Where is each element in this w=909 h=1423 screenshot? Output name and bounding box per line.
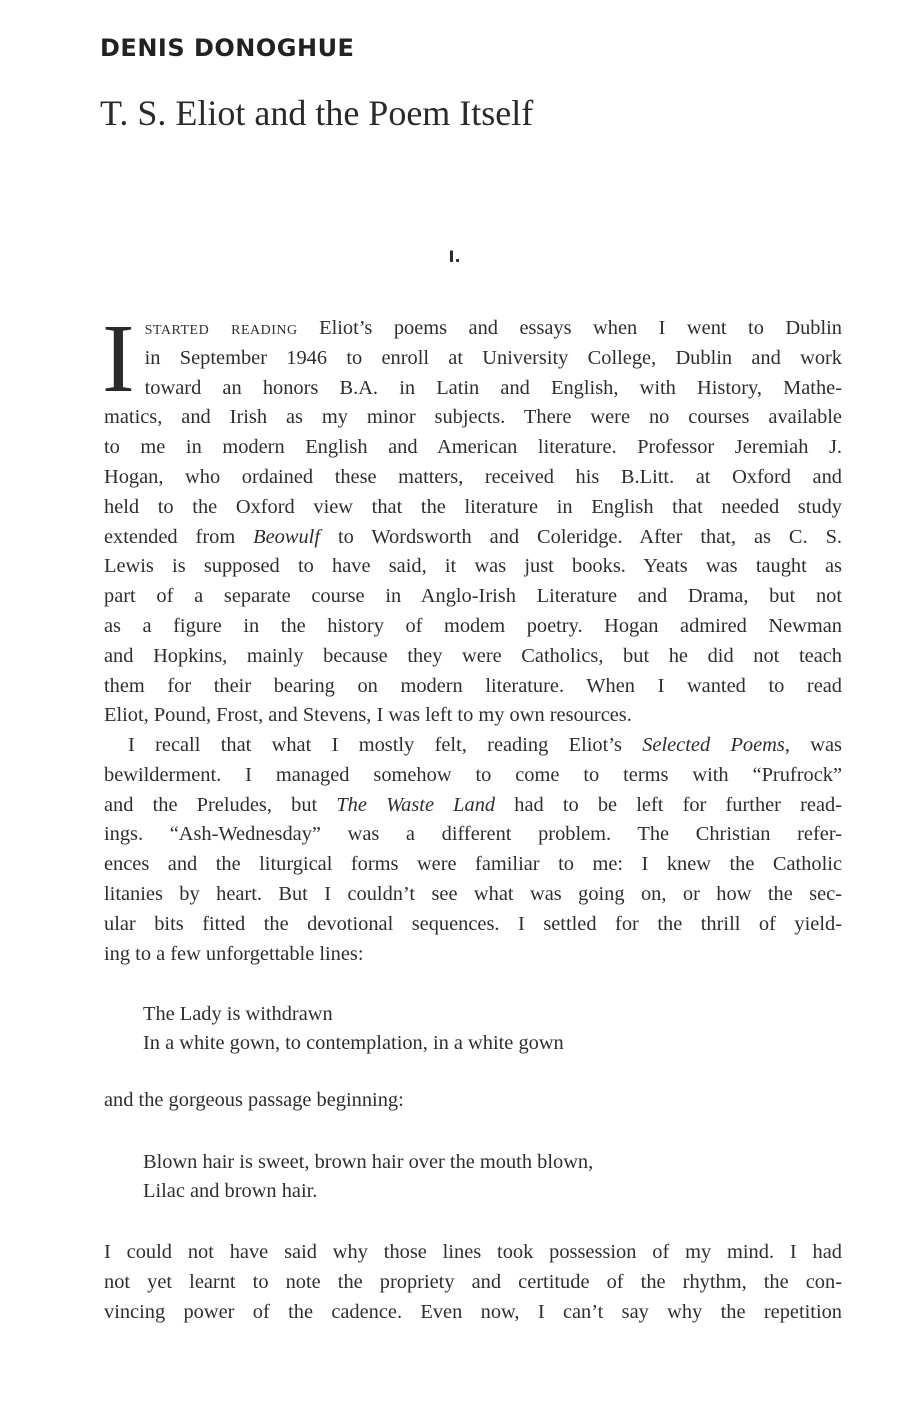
section-number: I. (448, 247, 461, 266)
poem-quote-2 (143, 1148, 593, 1206)
essay-title: T. S. Eliot and the Poem Itself (100, 93, 534, 133)
text-line: and the Preludes, but The Waste Land had to be left for further read- (104, 793, 843, 816)
text-line: part of a separate course in Anglo-Irish Literature and Drama, but not (104, 585, 842, 608)
text-line: not yet learnt to note the propriety and certitude of the rhythm, the con- (104, 1270, 842, 1293)
italic-title: Selected Poems (642, 734, 785, 756)
bridge-text (104, 1086, 842, 1116)
italic-title: The Waste Land (336, 793, 496, 816)
author-name: DENIS DONOGHUE (100, 34, 355, 62)
paragraph-2 (104, 731, 842, 969)
quote-line: In a white gown, to contemplation, in a white gown (143, 1032, 564, 1054)
quote-line: Lilac and brown hair. (143, 1180, 318, 1202)
text-line: in September 1946 to enroll at University College, Dublin and work (144, 346, 842, 369)
paragraph-3 (104, 1238, 842, 1327)
opening-small-caps: started reading (144, 317, 298, 339)
italic-title: Beowulf (253, 525, 320, 548)
text-line: ings. “Ash-Wednesday” was a different problem. The Christian refer- (104, 823, 842, 846)
text-line: ular bits fitted the devotional sequences. I settled for the thrill of yield- (104, 912, 842, 935)
text-line: to me in modern English and American literature. Professor Jeremiah J. (104, 436, 842, 459)
text-line: and the gorgeous passage beginning: (104, 1089, 404, 1111)
text-line: I could not have said why those lines took possession of my mind. I had (104, 1241, 842, 1263)
text-line: Hogan, who ordained these matters, received his B.Litt. at Oxford and (104, 465, 842, 488)
text-line: held to the Oxford view that the literature in English that needed study (104, 495, 842, 518)
text-line: Lewis is supposed to have said, it was just books. Yeats was taught as (104, 555, 842, 578)
drop-cap: I (102, 305, 135, 413)
text-line: toward an honors B.A. in Latin and English, with History, Mathe- (144, 376, 842, 399)
text-line: bewilderment. I managed somehow to come to terms with “Prufrock” (104, 763, 842, 786)
text-line: Eliot, Pound, Frost, and Stevens, I was left to my own resources. (104, 704, 632, 727)
quote-line: The Lady is withdrawn (143, 1003, 333, 1025)
quote-line: Blown hair is sweet, brown hair over the mouth blown, (143, 1151, 594, 1173)
text-line: I recall that what I mostly felt, reading Eliot’s Selected Poems, was (128, 734, 842, 756)
text-line: litanies by heart. But I couldn’t see what was going on, or how the sec- (104, 882, 842, 905)
text-line: them for their bearing on modern literature. When I wanted to read (104, 674, 842, 697)
text-line: and Hopkins, mainly because they were Catholics, but he did not teach (104, 644, 842, 667)
text-line: as a figure in the history of modem poetry. Hogan admired Newman (104, 614, 842, 637)
text-line: ences and the liturgical forms were familiar to me: I knew the Catholic (104, 853, 842, 876)
text-line: matics, and Irish as my minor subjects. There were no courses available (104, 406, 842, 429)
text-line: vincing power of the cadence. Even now, I can’t say why the repetition (104, 1300, 842, 1323)
text-line: ing to a few unforgettable lines: (104, 942, 364, 965)
text-line: extended from Beowulf to Wordsworth and Coleridge. After that, as C. S. (104, 525, 843, 548)
text-line: started reading Eliot’s poems and essays when I went to Dublin (144, 317, 843, 339)
paragraph-1 (102, 305, 843, 731)
poem-quote-1 (143, 1000, 564, 1058)
